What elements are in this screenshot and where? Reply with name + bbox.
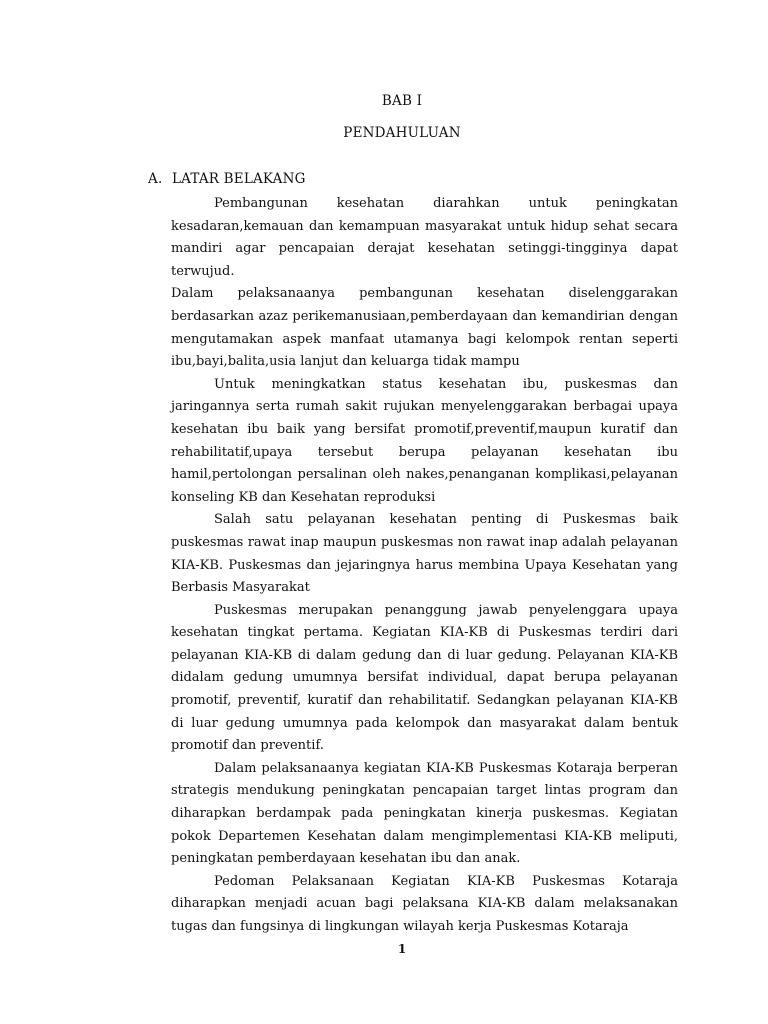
paragraph-1: Pembangunan kesehatan diarahkan untuk peningkatan kesadaran,kemauan dan kemampuan masyarakat untuk hidup sehat secara mandiri agar pencapaian derajat kesehatan setinggi-tingginya dapat terwujud. bbox=[171, 196, 678, 279]
chapter-title: PENDAHULUAN bbox=[343, 125, 461, 141]
paragraph-3: Untuk meningkatkan status kesehatan ibu, puskesmas dan jaringannya serta rumah sakit rujukan menyelenggarakan berbagai upaya kesehatan ibu baik yang bersifat promotif,preventif,maupun kuratif dan rehabilitatif,upaya tersebut berupa pelayanan kesehatan ibu hamil,pertolongan persalinan oleh nakes,penanganan komplikasi,pelayanan konseling KB dan Kesehatan reproduksi bbox=[171, 376, 678, 505]
paragraph-4: Salah satu pelayanan kesehatan penting di Puskesmas baik puskesmas rawat inap maupun puskesmas non rawat inap adalah pelayanan KIA-KB. Puskesmas dan jejaringnya harus membina Upaya Kesehatan yang Berbasis Masyarakat bbox=[171, 512, 678, 596]
section-letter: A. bbox=[148, 171, 163, 187]
body-text bbox=[171, 193, 678, 939]
section-title: LATAR BELAKANG bbox=[172, 171, 306, 187]
paragraph-2: Dalam pelaksanaanya pembangunan kesehatan diselenggarakan berdasarkan azaz perikemanusiaan,pemberdayaan dan kemandirian dengan mengutamakan aspek manfaat utamanya bagi kelompok rentan seperti ibu,bayi,balita,usia lanjut dan keluarga tidak mampu bbox=[171, 286, 678, 370]
paragraph-7: Pedoman Pelaksanaan Kegiatan KIA-KB Puskesmas Kotaraja diharapkan menjadi acuan bagi pelaksana KIA-KB dalam melaksanakan tugas dan fungsinya di lingkungan wilayah kerja Puskesmas Kotaraja bbox=[171, 873, 678, 934]
page-number: 1 bbox=[397, 942, 407, 956]
paragraph-6: Dalam pelaksanaanya kegiatan KIA-KB Puskesmas Kotaraja berperan strategis mendukung peningkatan pencapaian target lintas program dan diharapkan berdampak pada peningkatan kinerja puskesmas. Kegiatan pokok Departemen Kesehatan dalam mengimplementasi KIA-KB meliputi, peningkatan pemberdayaan kesehatan ibu dan anak. bbox=[171, 760, 678, 867]
paragraph-5: Puskesmas merupakan penanggung jawab penyelenggara upaya kesehatan tingkat pertama. Kegiatan KIA-KB di Puskesmas terdiri dari pelayanan KIA-KB di dalam gedung dan di luar gedung. Pelayanan KIA-KB didalam gedung umumnya bersifat individual, dapat berupa pelayanan promotif, preventif, kuratif dan rehabilitatif. Sedangkan pelayanan KIA-KB di luar gedung umumnya pada kelompok dan masyarakat dalam bentuk promotif dan preventif. bbox=[171, 602, 678, 754]
section-heading bbox=[148, 171, 306, 187]
chapter-heading: BAB I bbox=[381, 93, 423, 109]
